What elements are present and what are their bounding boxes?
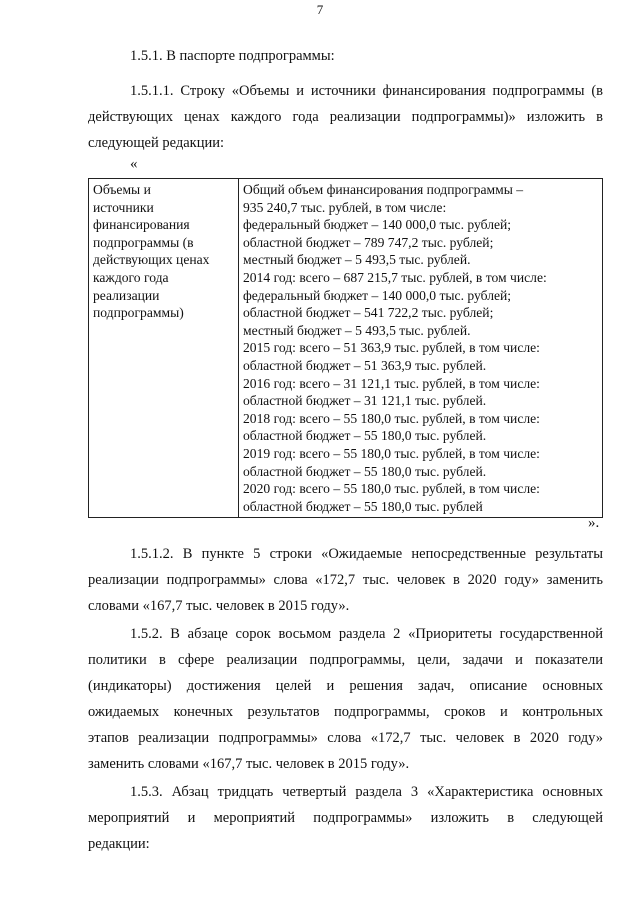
financing-line: областной бюджет – 789 747,2 тыс. рублей; [243,234,494,250]
heading-line: Объемы и [93,182,151,197]
financing-line: 2020 год: всего – 55 180,0 тыс. рублей, в том числе: [243,481,540,497]
paragraph-1-5-1: 1.5.1. В паспорте подпрограммы: [130,48,335,64]
financing-line: местный бюджет – 5 493,5 тыс. рублей. [243,322,471,338]
financing-line: 2019 год: всего – 55 180,0 тыс. рублей, в том числе: [243,445,540,461]
heading-line: подпрограммы (в [93,234,194,250]
financing-line: 2018 год: всего – 55 180,0 тыс. рублей, в том числе: [243,410,540,426]
paragraph-1-5-2-line-6: заменить словами «167,7 тыс. человек в 2015 году». [88,756,410,772]
paragraph-1-5-3-line-3: редакции: [88,836,150,852]
heading-line: каждого года [93,269,169,285]
financing-line: областной бюджет – 55 180,0 тыс. рублей. [243,463,487,479]
closing-quote: ». [588,515,600,531]
paragraph-1-5-2-line-5: этапов реализации подпрограммы» слова «172,7 тыс. человек в 2020 году» [88,730,603,746]
heading-line: источники [93,199,154,215]
paragraph-1-5-2-line-3: (индикаторы) достижения целей и решения задач, описание основных [88,678,603,694]
financing-details-cell [239,179,603,518]
paragraph-1-5-1-1-line-1: 1.5.1.1. Строку «Объемы и источники финансирования подпрограммы (в [130,83,603,99]
financing-line: 2016 год: всего – 31 121,1 тыс. рублей, в том числе: [243,375,540,391]
paragraph-1-5-2-line-1: 1.5.2. В абзаце сорок восьмом раздела 2 «Приоритеты государственной [130,626,603,642]
paragraph-1-5-3-line-2: мероприятий и мероприятий подпрограммы» изложить в следующей [88,810,603,826]
paragraph-1-5-3-line-1: 1.5.3. Абзац тридцать четвертый раздела 3 «Характеристика основных [130,784,603,800]
financing-line: 2015 год: всего – 51 363,9 тыс. рублей, в том числе: [243,340,540,356]
financing-line: областной бюджет – 541 722,2 тыс. рублей; [243,305,494,321]
heading-line: финансирования [93,217,190,233]
financing-table [88,178,603,518]
paragraph-1-5-1-2-line-3: словами «167,7 тыс. человек в 2015 году». [88,598,350,614]
paragraph-1-5-1-1-line-3: следующей редакции: [88,135,225,151]
financing-line: 2014 год: всего – 687 215,7 тыс. рублей, в том числе: [243,269,547,285]
heading-line: подпрограммы) [93,305,184,321]
heading-line: действующих ценах [93,252,210,268]
financing-line: областной бюджет – 55 180,0 тыс. рублей [243,498,483,514]
paragraph-1-5-2-line-4: ожидаемых конечных результатов подпрограммы, сроков и контрольных [88,704,603,720]
opening-quote: « [130,156,138,172]
heading-line: реализации [93,287,160,303]
paragraph-1-5-1-2-line-1: 1.5.1.2. В пункте 5 строки «Ожидаемые непосредственные результаты [130,546,603,562]
financing-line: Общий объем финансирования подпрограммы – [243,182,524,197]
financing-line: областной бюджет – 31 121,1 тыс. рублей. [243,393,487,409]
financing-line: 935 240,7 тыс. рублей, в том числе: [243,199,447,215]
financing-line: областной бюджет – 55 180,0 тыс. рублей. [243,428,487,444]
paragraph-1-5-1-2-line-2: реализации подпрограммы» слова «172,7 тыс. человек в 2020 году» заменить [88,572,603,588]
financing-line: федеральный бюджет – 140 000,0 тыс. рублей; [243,217,512,233]
financing-line: федеральный бюджет – 140 000,0 тыс. рублей; [243,287,512,303]
paragraph-1-5-2-line-2: политики в сфере реализации подпрограммы, цели, задачи и показатели [88,652,603,668]
table-row [89,179,603,518]
financing-line: местный бюджет – 5 493,5 тыс. рублей. [243,252,471,268]
financing-line: областной бюджет – 51 363,9 тыс. рублей. [243,357,487,373]
paragraph-1-5-1-1-line-2: действующих ценах каждого года реализации подпрограммы)» изложить в [88,109,603,125]
row-heading-cell [89,179,239,518]
page-number: 7 [316,2,324,17]
